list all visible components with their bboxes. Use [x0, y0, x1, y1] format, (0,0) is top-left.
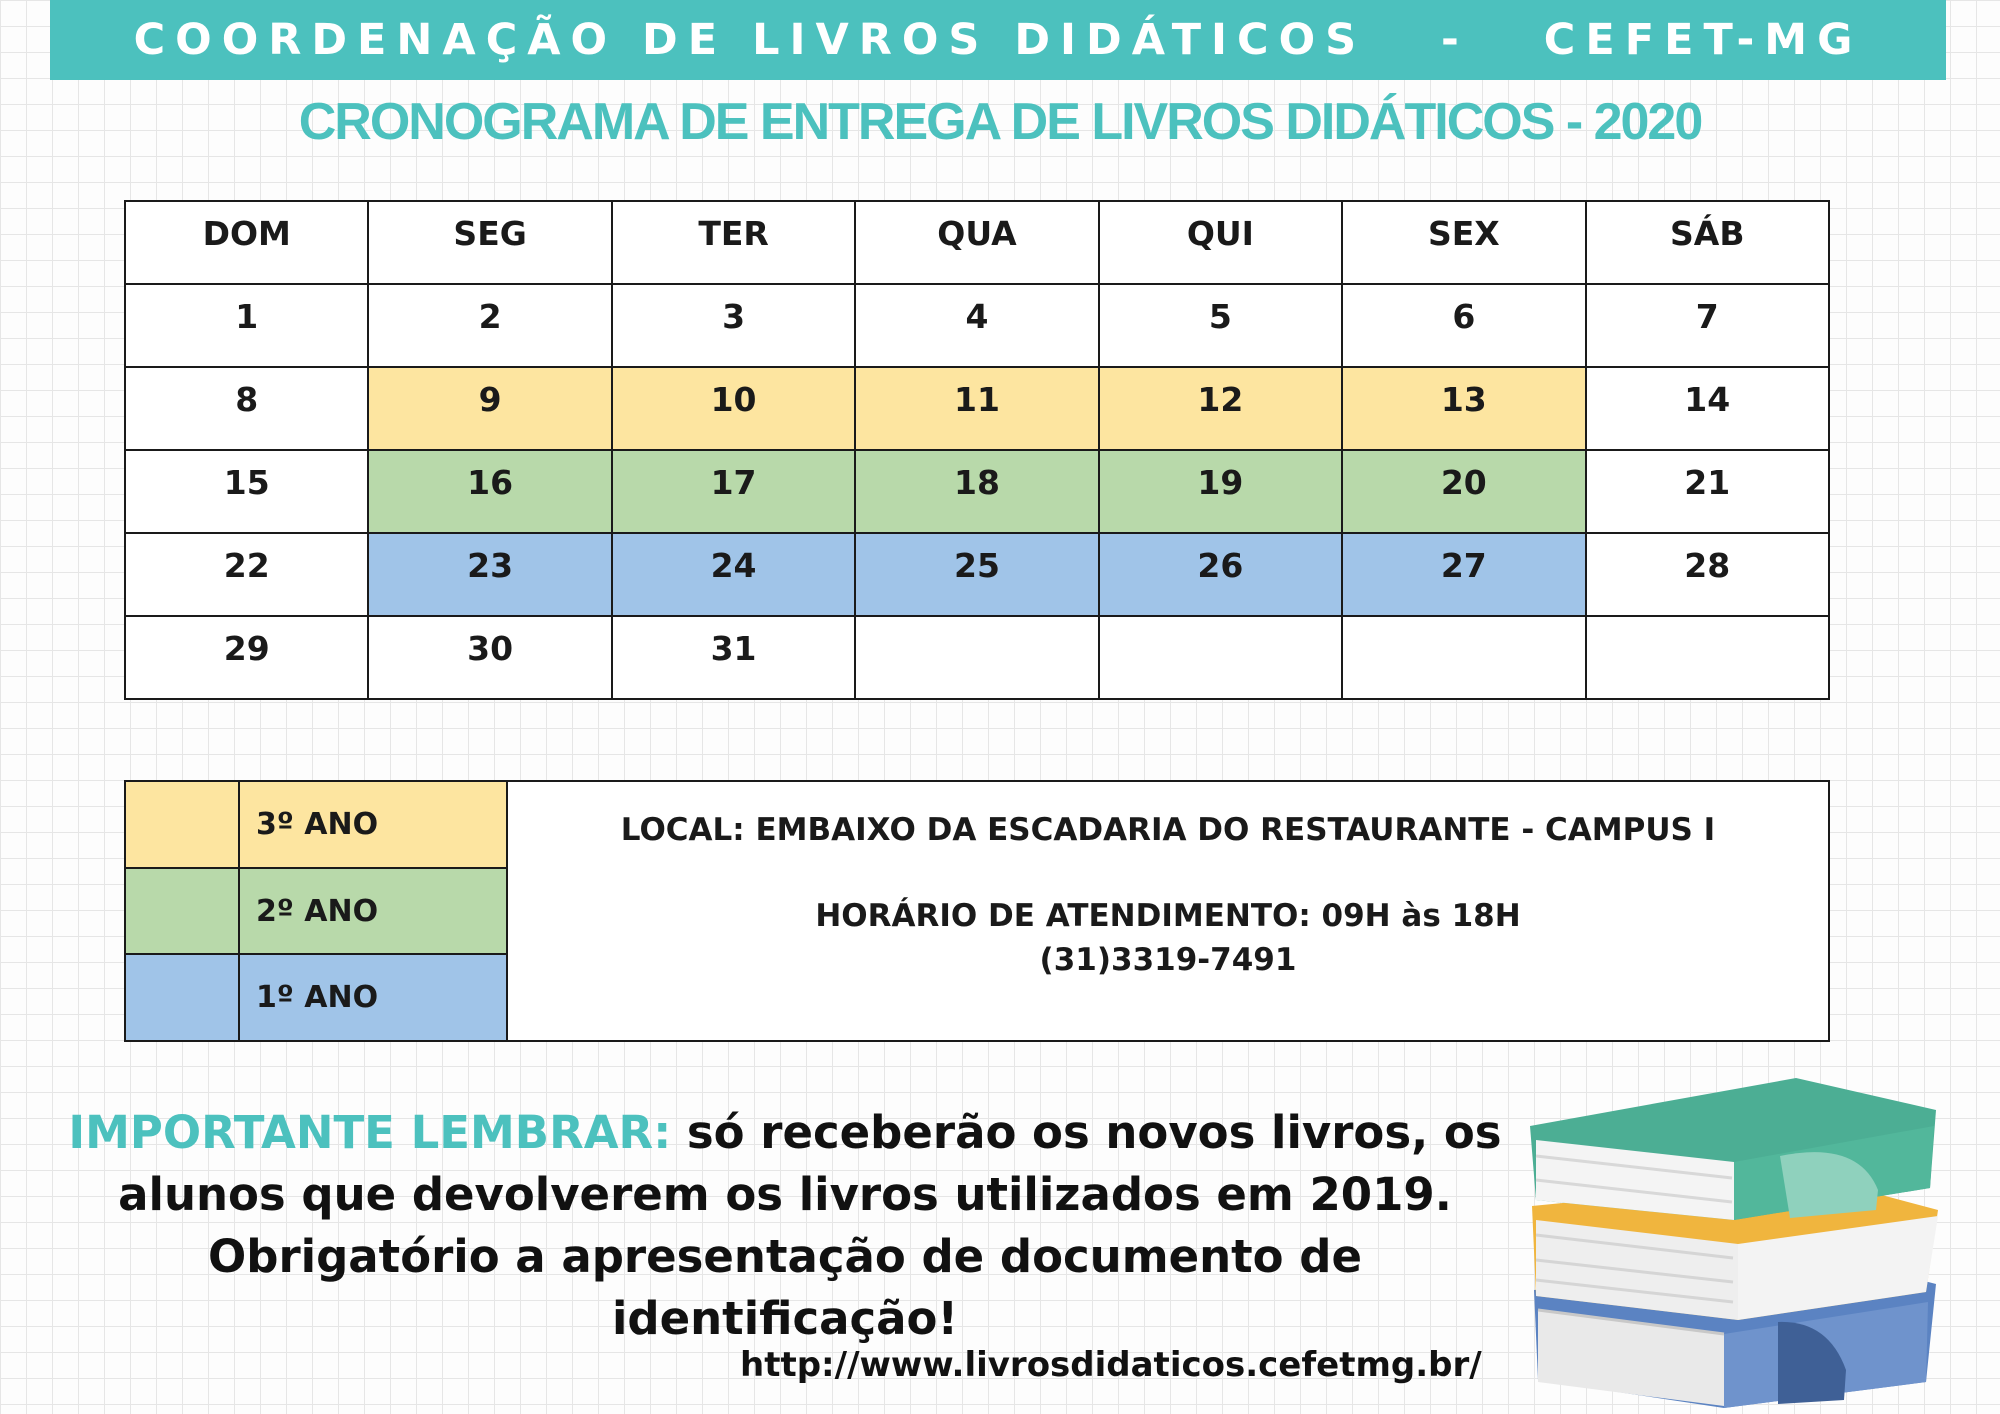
calendar-day-cell: 9 [368, 367, 611, 450]
legend-label: 1º ANO [256, 980, 379, 1016]
day-header-qui: QUI [1099, 201, 1342, 284]
notice-line-3: Obrigatório a apresentação de documento de identificação! [208, 1230, 1362, 1345]
calendar-day-cell: 4 [855, 284, 1098, 367]
hours-text: HORÁRIO DE ATENDIMENTO: 09H às 18H [815, 898, 1521, 934]
calendar-day-cell: 26 [1099, 533, 1342, 616]
calendar-day-cell: 23 [368, 533, 611, 616]
calendar-day-cell: 11 [855, 367, 1098, 450]
calendar-day-cell: 15 [125, 450, 368, 533]
calendar-day-cell [1342, 616, 1585, 699]
notice-highlight: IMPORTANTE LEMBRAR: [68, 1106, 672, 1159]
page-title: CRONOGRAMA DE ENTREGA DE LIVROS DIDÁTICOS - 2020 [298, 93, 1702, 151]
calendar-day-cell: 16 [368, 450, 611, 533]
legend-color-swatch [126, 782, 240, 867]
calendar-day-cell: 12 [1099, 367, 1342, 450]
calendar-day-cell: 31 [612, 616, 855, 699]
calendar-day-cell: 24 [612, 533, 855, 616]
calendar-day-cell: 20 [1342, 450, 1585, 533]
day-header-ter: TER [612, 201, 855, 284]
calendar-day-cell: 1 [125, 284, 368, 367]
calendar-day-cell: 25 [855, 533, 1098, 616]
day-header-seg: SEG [368, 201, 611, 284]
legend-label: 2º ANO [256, 893, 379, 929]
header-banner: COORDENAÇÃO DE LIVROS DIDÁTICOS - CEFET-MG [50, 0, 1946, 80]
calendar-week-row [125, 616, 1829, 699]
calendar-day-cell: 19 [1099, 450, 1342, 533]
calendar-day-cell: 29 [125, 616, 368, 699]
calendar-day-cell: 18 [855, 450, 1098, 533]
calendar-day-cell: 17 [612, 450, 855, 533]
calendar-day-cell: 21 [1586, 450, 1829, 533]
calendar-day-cell: 3 [612, 284, 855, 367]
location-text: LOCAL: EMBAIXO DA ESCADARIA DO RESTAURANTE - CAMPUS I [620, 812, 1716, 848]
calendar-day-cell [855, 616, 1098, 699]
calendar-day-cell: 14 [1586, 367, 1829, 450]
notice-text [30, 1102, 1540, 1350]
calendar-day-cell: 27 [1342, 533, 1585, 616]
calendar-week-row [125, 533, 1829, 616]
legend-item [126, 953, 506, 1040]
notice-line-1-text: só receberão os novos livros, os [671, 1106, 1502, 1159]
legend-item [126, 867, 506, 954]
legend-item [126, 782, 506, 867]
calendar-week-row [125, 284, 1829, 367]
legend-color-swatch [126, 869, 240, 954]
calendar-day-cell: 7 [1586, 284, 1829, 367]
calendar-day-cell: 6 [1342, 284, 1585, 367]
calendar-day-cell: 22 [125, 533, 368, 616]
calendar-day-cell [1099, 616, 1342, 699]
calendar-day-cell: 30 [368, 616, 611, 699]
calendar-header-row [125, 201, 1829, 284]
calendar-day-cell: 13 [1342, 367, 1585, 450]
books-stack-icon [1528, 1070, 1948, 1414]
legend-keys [126, 782, 508, 1040]
day-header-qua: QUA [855, 201, 1098, 284]
legend-info [508, 782, 1828, 1040]
calendar-week-row [125, 367, 1829, 450]
calendar-week-row [125, 450, 1829, 533]
calendar-day-cell: 10 [612, 367, 855, 450]
calendar-day-cell: 8 [125, 367, 368, 450]
day-header-sex: SEX [1342, 201, 1585, 284]
calendar-day-cell: 2 [368, 284, 611, 367]
notice-line-1 [30, 1102, 1540, 1164]
legend-color-swatch [126, 955, 240, 1040]
calendar-table [124, 200, 1830, 700]
calendar-day-cell: 28 [1586, 533, 1829, 616]
legend-box [124, 780, 1830, 1042]
phone-text: (31)3319-7491 [1039, 942, 1297, 978]
website-link[interactable]: http://www.livrosdidaticos.cefetmg.br/ [740, 1345, 1482, 1385]
legend-label: 3º ANO [256, 806, 379, 842]
day-header-sab: SÁB [1586, 201, 1829, 284]
notice-line-2: alunos que devolverem os livros utilizados em 2019. [118, 1168, 1452, 1221]
calendar-day-cell [1586, 616, 1829, 699]
day-header-dom: DOM [125, 201, 368, 284]
calendar-body [125, 284, 1829, 699]
calendar-day-cell: 5 [1099, 284, 1342, 367]
